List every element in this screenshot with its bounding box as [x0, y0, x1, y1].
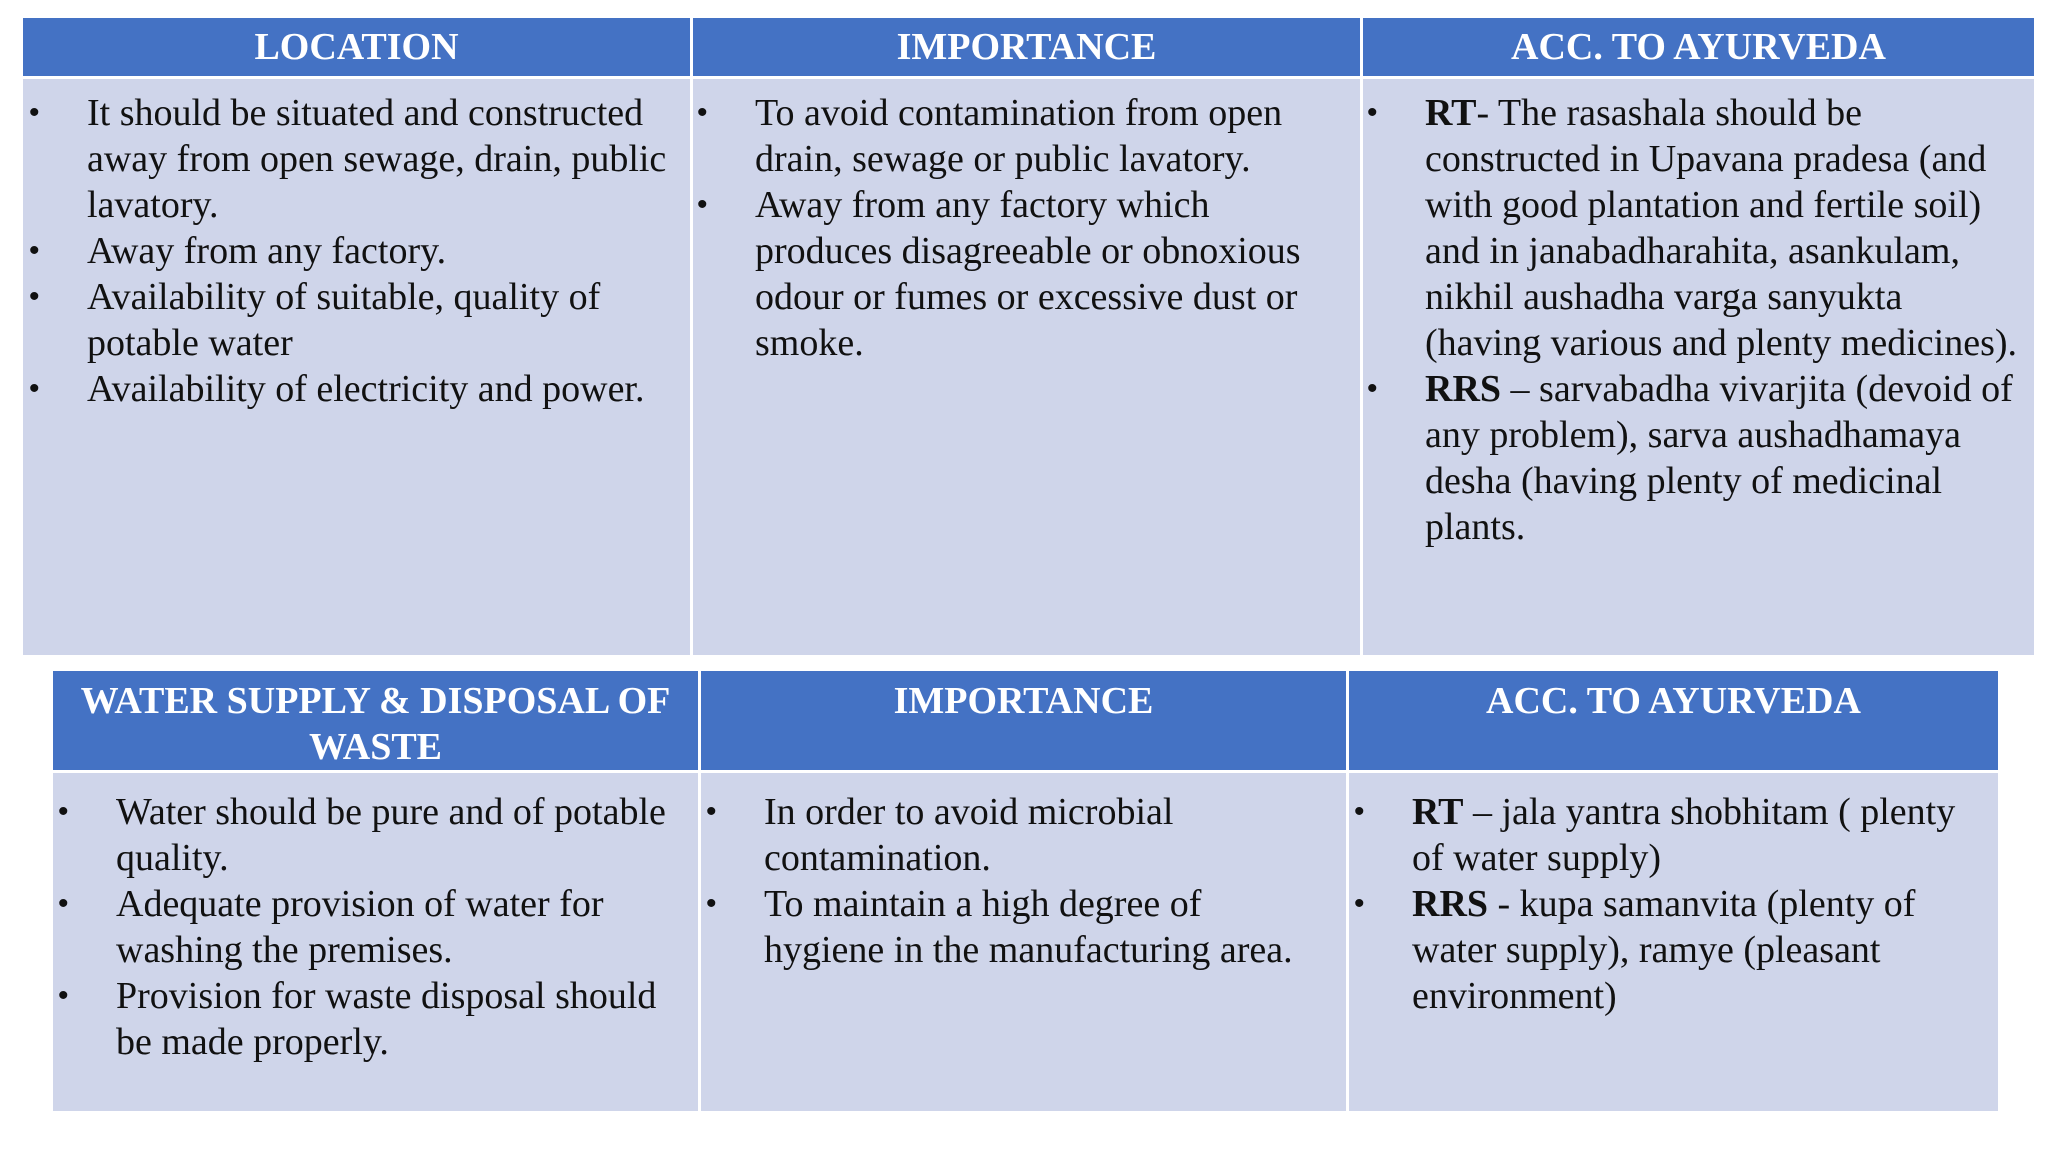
header-location: LOCATION: [22, 17, 692, 78]
list-item: • Availability of electricity and power.: [87, 366, 674, 412]
water-supply-table: [50, 668, 2001, 1114]
ayurveda-key: RRS: [1412, 883, 1489, 925]
ayurveda-key: RT: [1425, 92, 1477, 134]
water-cell: [52, 772, 700, 1113]
location-list: [87, 90, 674, 412]
location-table: [20, 15, 2037, 658]
location-table-header-row: [22, 17, 2036, 78]
importance-cell: [700, 772, 1348, 1113]
ayurveda-list: [1412, 789, 1982, 1019]
list-item: • Water should be pure and of potable quality.: [116, 789, 682, 881]
importance-list: [764, 789, 1330, 973]
list-item: [1425, 366, 2022, 550]
water-list: [116, 789, 682, 1065]
list-item: • Away from any factory.: [87, 228, 674, 274]
header-importance: IMPORTANCE: [700, 670, 1348, 772]
ayurveda-text: – sarvabadha vivarjita (devoid of any problem), sarva aushadhamaya desha (having plenty of medicinal plants.: [1425, 368, 2013, 548]
header-importance: IMPORTANCE: [692, 17, 1362, 78]
list-item: • To avoid contamination from open drain, sewage or public lavatory.: [755, 90, 1344, 182]
importance-cell: [692, 78, 1362, 657]
list-item: [1425, 90, 2022, 366]
list-item: • To maintain a high degree of hygiene in the manufacturing area.: [764, 881, 1330, 973]
list-item: • In order to avoid microbial contamination.: [764, 789, 1330, 881]
header-ayurveda: ACC. TO AYURVEDA: [1348, 670, 2000, 772]
list-item: [1412, 881, 1982, 1019]
list-item: • It should be situated and constructed away from open sewage, drain, public lavatory.: [87, 90, 674, 228]
header-water-supply: WATER SUPPLY & DISPOSAL OF WASTE: [52, 670, 700, 772]
water-table-body-row: [52, 772, 2000, 1113]
list-item: • Availability of suitable, quality of potable water: [87, 274, 674, 366]
list-item: [1412, 789, 1982, 881]
list-item: • Provision for waste disposal should be made properly.: [116, 973, 682, 1065]
ayurveda-text: – jala yantra shobhitam ( plenty of water supply): [1412, 791, 1956, 879]
ayurveda-list: [1425, 90, 2022, 550]
importance-list: [755, 90, 1344, 366]
header-ayurveda: ACC. TO AYURVEDA: [1362, 17, 2036, 78]
ayurveda-text: - kupa samanvita (plenty of water supply), ramye (pleasant environment): [1412, 883, 1916, 1017]
list-item: • Adequate provision of water for washing the premises.: [116, 881, 682, 973]
ayurveda-cell: [1362, 78, 2036, 657]
ayurveda-text: - The rasashala should be constructed in Upavana pradesa (and with good plantation and fertile soil) and in janabadharahita, asankulam, nikhil aushadha varga sanyukta (having various and plenty medicines).: [1425, 92, 2018, 364]
location-table-body-row: [22, 78, 2036, 657]
ayurveda-key: RRS: [1425, 368, 1502, 410]
water-table-header-row: [52, 670, 2000, 772]
list-item: • Away from any factory which produces disagreeable or obnoxious odour or fumes or excessive dust or smoke.: [755, 182, 1344, 366]
location-cell: [22, 78, 692, 657]
ayurveda-key: RT: [1412, 791, 1464, 833]
ayurveda-cell: [1348, 772, 2000, 1113]
